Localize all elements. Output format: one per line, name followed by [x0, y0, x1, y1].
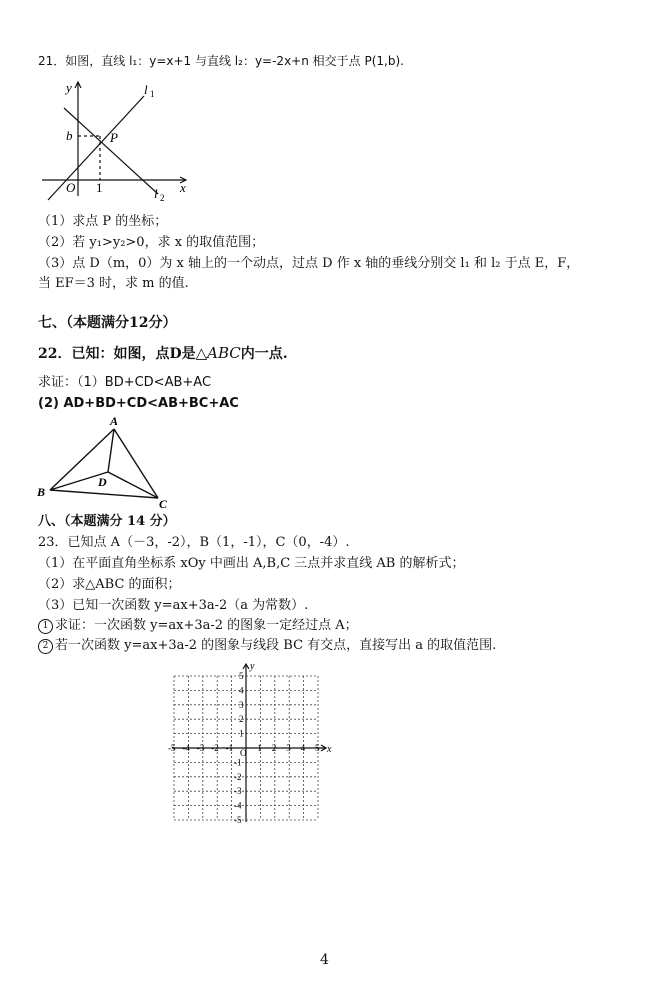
- q23-sub-2: [38, 637, 496, 655]
- x-tick-label: -1: [225, 743, 234, 753]
- q22-proof-2: (2) AD+BD+CD<AB+BC+AC: [38, 396, 239, 411]
- y-tick-label: -3: [234, 786, 242, 797]
- q22-proof-1: 求证：（1）BD+CD<AB+AC: [38, 375, 212, 390]
- fig21-l2-label: l: [154, 186, 158, 201]
- q21-part-2: （2）若 y₁>y₂>0，求 x 的取值范围；: [38, 235, 265, 250]
- circled-number-2: 2: [38, 639, 53, 654]
- fig21-x-label: x: [180, 180, 186, 195]
- fig21-l1-label: l: [144, 82, 148, 97]
- grid-y-label: y: [250, 661, 255, 672]
- seg-ad: [108, 429, 114, 472]
- circled-number-1: 1: [38, 619, 53, 634]
- x-tick-label: 3: [286, 743, 291, 753]
- y-tick-label: -2: [234, 771, 242, 782]
- page-number: 4: [320, 952, 329, 968]
- seg-ca: [114, 429, 158, 498]
- grid-origin-label: O: [240, 748, 247, 758]
- q21-part-3-cont: 当 EF＝3 时，求 m 的值.: [38, 276, 189, 291]
- q23-sub-1-text: 求证：一次函数 y=ax+3a-2 的图象一定经过点 A；: [55, 618, 358, 633]
- q21-figure: [40, 76, 200, 206]
- q21-part-1: （1）求点 P 的坐标；: [38, 214, 168, 229]
- fig21-l2-sub: 2: [160, 193, 165, 203]
- fig21-origin-label: O: [66, 180, 76, 195]
- q23-sub-2-text: 若一次函数 y=ax+3a-2 的图象与线段 BC 有交点，直接写出 a 的取值范围.: [55, 638, 497, 653]
- y-tick-label: -5: [234, 815, 242, 825]
- fig21-l1-sub: 1: [150, 89, 155, 99]
- fig22-c-label: C: [159, 497, 168, 511]
- q22-stem-pre: 22．已知：如图，点D是: [38, 346, 196, 362]
- q23-stem: 23．已知点 A（－3，-2），B（1，-1），C（0，-4）.: [38, 535, 350, 550]
- fig21-p-label: P: [110, 130, 118, 145]
- y-tick-label: 1: [239, 728, 244, 739]
- coordinate-grid: [160, 660, 340, 825]
- seg-bc: [50, 490, 158, 498]
- q23-part-3: （3）已知一次函数 y=ax+3a-2（a 为常数）.: [38, 598, 309, 613]
- fig22-b-label: B: [37, 485, 46, 499]
- fig21-b-label: b: [66, 128, 73, 143]
- y-tick-label: 3: [239, 699, 244, 710]
- x-tick-label: 4: [300, 743, 306, 753]
- section-8-title: 八、（本题满分 14 分）: [38, 514, 176, 529]
- fig22-d-label: D: [98, 475, 107, 489]
- grid-x-label: x: [327, 744, 332, 755]
- y-tick-label: 5: [239, 671, 244, 681]
- q22-stem-post: 内一点.: [240, 346, 288, 362]
- x-tick-label: -5: [168, 743, 176, 753]
- q22-triangle: △ABC: [195, 344, 241, 362]
- x-tick-label: -3: [196, 743, 205, 753]
- y-tick-label: 2: [239, 714, 244, 725]
- q22-figure: [34, 414, 174, 512]
- x-tick-label: 1: [257, 743, 262, 753]
- y-tick-label: -1: [234, 757, 242, 768]
- y-tick-label: 4: [239, 685, 244, 696]
- q21-part-3: （3）点 D（m，0）为 x 轴上的一个动点，过点 D 作 x 轴的垂线分别交 l₁ 和 l₂ 于点 E，F，: [38, 256, 580, 271]
- section-7-title: 七、（本题满分12分）: [38, 315, 177, 331]
- q23-part-2: （2）求△ABC 的面积；: [38, 577, 181, 592]
- fig21-one-label: 1: [96, 180, 103, 195]
- x-tick-label: -2: [211, 743, 219, 753]
- x-tick-label: -4: [182, 743, 190, 753]
- q22-stem: [38, 344, 288, 363]
- fig22-a-label: A: [110, 414, 119, 428]
- q23-part-1: （1）在平面直角坐标系 xOy 中画出 A,B,C 三点并求直线 AB 的解析式；: [38, 556, 465, 571]
- x-tick-label: 2: [271, 743, 277, 753]
- q23-sub-1: [38, 617, 358, 635]
- q21-stem: 21．如图，直线 l₁：y=x+1 与直线 l₂：y=-2x+n 相交于点 P(1,b).: [38, 54, 404, 68]
- x-tick-label: 5: [315, 743, 320, 753]
- y-tick-label: -4: [234, 800, 242, 811]
- fig21-y-label: y: [66, 80, 72, 95]
